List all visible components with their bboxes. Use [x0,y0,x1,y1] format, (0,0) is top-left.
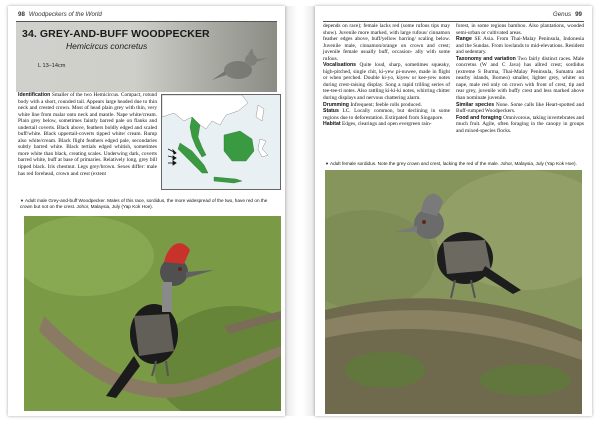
right-header-rule [323,21,584,22]
status-label: Status [323,108,343,115]
species-scientific-name: Hemicircus concretus [66,41,148,51]
caption-triangle-icon: ▼ [20,198,24,203]
woodpecker-female-illustration [325,170,582,414]
similar-species-label: Similar species [456,101,496,108]
identification-continued: depends on race); female lacks red (some rufous tips may show). Juvenile more marked, with large rufous/ cinnamon feather edges above, buff/yellow barring/ scaling below. Juvenile male, cinnamon/orange on crown and crest; juvenile female usually buff, occasion- ally with some rufous. [323,23,450,62]
range-map [161,94,281,190]
species-title: 34. GREY-AND-BUFF WOODPECKER [22,28,210,40]
left-page-number: 98 [18,11,25,18]
woodpecker-male-photo [24,216,281,411]
left-running-head [14,9,102,20]
range-map-graphic [162,95,280,189]
range-body: SE Asia. From Thai-Malay Peninsula, Indonesia and the Sundas. From lowlands to mid-elevations. Resident and sedentary. [456,36,585,56]
taxonomy-body: Two fairly distinct races. Male concretus (W and C Java) has allred crest; sordidus (extreme S Burma, Thai-Malay Peninsula, Sumatra and nearby islands, Borneo) smaller, lighter grey, whiter on nape, male red only on crown with front of crest, tip and rear grey, juvenile with buffy crest and less marked above than nominate juvenile. [456,55,584,102]
woodpecker-female-photo [325,170,582,414]
species-size: L 13–14cm [38,63,66,69]
left-photo-caption: ▼Adult male Grey-and-buff Woodpecker. Males of this race, sordidus, the more widespread of the two, have red on the crown but not on the crest. Johor, Malaysia, July (Yap Kok Hoe). [20,198,268,209]
right-photo-caption: ▼Adult female sordidus. Note the grey crown and crest, lacking the red of the male. Johor, Malaysia, July (Yap Kok Hoe). [325,161,577,166]
habitat-label: Habitat [323,121,343,128]
habitat-continued: forest, in some regions bamboo. Also plantations, wooded semi-urban or cultivated areas. [456,23,584,36]
right-column-1 [323,23,450,128]
identification-body: Smaller of the two Hemicircus. Compact, rotund body with a short, rounded tail. Appears large headed due to thin neck and crested crown. Most of head plain grey with thin, very white line from malar onto neck and mantle. Nape white/cream. Plain grey below, sometimes faintly barred pale on flanks and undertail coverts. Black above, feathers boldly edged and scaled buff/white. Black uppertail-coverts tipped white/ cream. Rump also white/cream. Black flight feathers edged pale, secondaries subtly barred white. Black tertials edged whitish, sometimes more white than black, creating scales. Underwing dark, coverts barred white, buff at base of primaries. Relatively long, grey bill tipped black. Iris chestnut. Legs grey/brown. Sexes differ: male has red forehead, crown and crest (extent [18,92,157,177]
banner-bird-silhouette [208,46,272,86]
drumming-body: Infrequent; feeble rolls produced. [350,101,422,108]
range-label: Range [456,36,475,43]
vocalisations-label: Vocalisations [323,62,360,69]
habitat-body: Edges, clearings and open evergreen rain- [342,121,432,128]
identification-text [18,92,157,177]
right-page [315,6,592,416]
drumming-label: Drumming [323,101,351,108]
right-running-title: Genus [552,11,572,18]
right-page-number: 99 [575,11,582,18]
woodpecker-male-illustration [24,216,281,411]
food-label: Food and foraging [456,114,504,121]
left-page [8,6,285,416]
left-running-title: Woodpeckers of the World [28,11,102,18]
identification-label: Identification [18,92,52,98]
taxonomy-label: Taxonomy and variation [456,55,518,62]
right-column-2 [456,23,584,134]
similar-species-body: None. Some calls like Heart-spotted and Buff-rumped Woodpeckers. [456,101,584,115]
right-running-head [553,9,586,20]
vocalisations-body: Quite loud, sharp, sometimes squeaky, high-pitched, single chit, ki-yew pi-nuwee, made in flight or when perched. Double ki-yo, kiyew or kee-yew notes during crest-raising display. Song a rapid trilling series of tee-tee-ti notes. Also rattling ki-ki-ki notes, whirring chitter during displays and nervous chattering alarm. [323,62,451,102]
status-body: LC. Locally common, but declining in some regions due to deforestation. Extirpated from Singapore. [323,108,451,121]
caption-triangle-icon: ▼ [325,161,329,166]
food-body: Omnivorous, taking invertebrates and much fruit. Agile, often foraging in the canopy in groups and mixed-species flocks. [456,114,585,134]
book-gutter [285,6,315,416]
